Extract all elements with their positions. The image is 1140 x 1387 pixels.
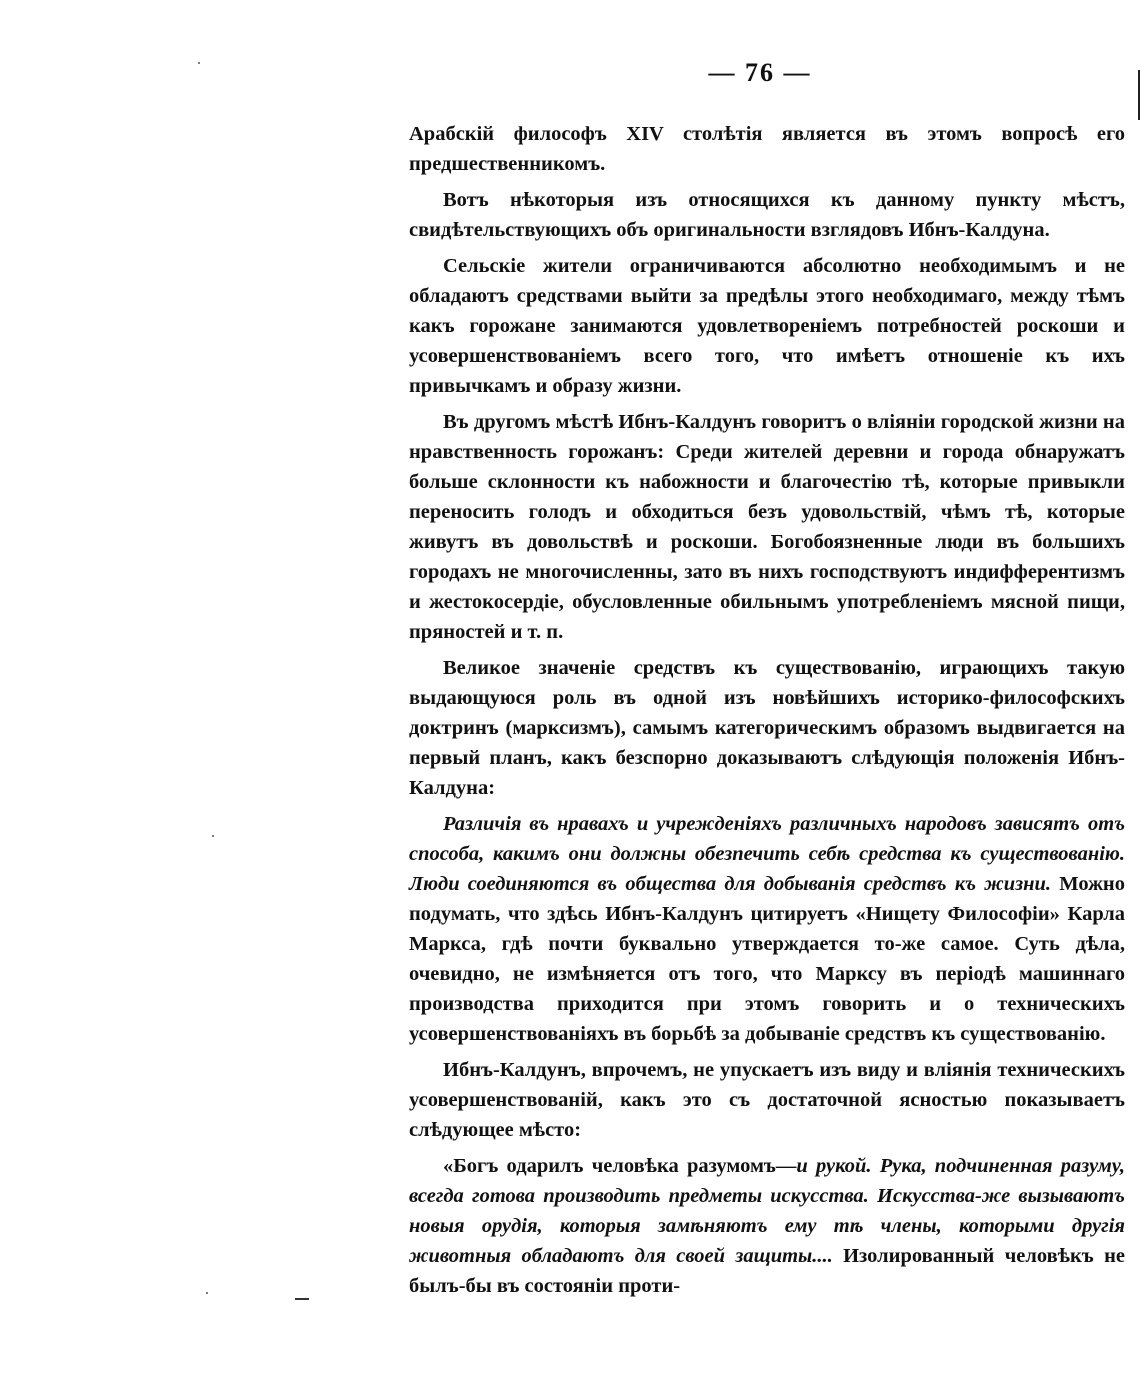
scan-speck <box>212 835 214 837</box>
paragraph-1: Арабскій философъ XIV столѣтія является въ этомъ вопросѣ его предшественникомъ. <box>409 123 1125 175</box>
paragraph-6-text: Можно подумать, что здѣсь Ибнъ-Калдунъ цитируетъ «Нищету Философіи» Карла Маркса, гдѣ почти буквально утверждается то-же самое. Суть дѣла, очевидно, не измѣняется отъ того, что Марксу въ періодѣ машиннаго производства приходится при этомъ говорить и о техническихъ усовершенствованіяхъ въ борьбѣ за добываніе средствъ къ существованію. <box>409 873 1125 1045</box>
page-body <box>409 119 1125 1307</box>
paragraph-8-end: Изолированный человѣкъ не былъ-бы въ состояніи проти- <box>409 1245 1125 1297</box>
scan-mark <box>295 1298 309 1300</box>
paragraph-5: Великое значеніе средствъ къ существованію, играющихъ такую выдающуюся роль въ одной изъ новѣйшихъ историко-философскихъ доктринъ (марксизмъ), самымъ категорическимъ образомъ выдвигается на первый планъ, какъ безспорно доказываютъ слѣдующія положенія Ибнъ-Калдуна: <box>409 657 1125 799</box>
paragraph-3: Сельскіе жители ограничиваются абсолютно необходимымъ и не обладаютъ средствами выйти за предѣлы этого необходимаго, между тѣмъ какъ горожане занимаются удовлетвореніемъ потребностей роскоши и усовершенствованіемъ всего того, что имѣетъ отношеніе къ ихъ привычкамъ и образу жизни. <box>409 255 1125 397</box>
quote-italic: Различія въ нравахъ и учрежденіяхъ различныхъ народовъ зависятъ отъ способа, какимъ они должны обезпечить себѣ средства къ существованію. Люди соединяются въ общества для добыванія средствъ къ жизни. <box>409 813 1125 895</box>
paragraph-8-start: «Богъ одарилъ человѣка разумомъ— <box>443 1155 797 1177</box>
quote-italic-2: и рукой. Рука, подчиненная разуму, всегда готова производить предметы искусства. Искусства-же вызываютъ новыя орудія, которыя замѣняютъ ему тѣ члены, которыми другія животныя обладаютъ для своей защиты.... <box>409 1155 1125 1267</box>
scan-speck <box>198 62 200 64</box>
paragraph-8 <box>409 1151 1125 1301</box>
paragraph-7: Ибнъ-Калдунъ, впрочемъ, не упускаетъ изъ виду и вліянія техническихъ усовершенствованій, какъ это съ достаточной ясностью показываетъ слѣдующее мѣсто: <box>409 1059 1125 1141</box>
paragraph-6 <box>409 809 1125 1049</box>
paragraph-4: Въ другомъ мѣстѣ Ибнъ-Калдунъ говоритъ о вліяніи городской жизни на нравственность горожанъ: Среди жителей деревни и города обнаружатъ больше склонности къ набожности и благочестію тѣ, которые привыкли переносить голодъ и обходиться безъ удовольствій, чѣмъ тѣ, которые живутъ въ довольствѣ и роскоши. Богобоязненные люди въ большихъ городахъ не многочисленны, зато въ нихъ господствуютъ индифферентизмъ и жестокосердіе, обусловленные обильнымъ употребленіемъ мясной пищи, пряностей и т. п. <box>409 411 1125 643</box>
page-number: — 76 — <box>708 58 812 87</box>
scan-speck <box>206 1292 208 1294</box>
paragraph-2: Вотъ нѣкоторыя изъ относящихся къ данному пункту мѣстъ, свидѣтельствующихъ объ оригинальности взглядовъ Ибнъ-Калдуна. <box>409 189 1125 241</box>
